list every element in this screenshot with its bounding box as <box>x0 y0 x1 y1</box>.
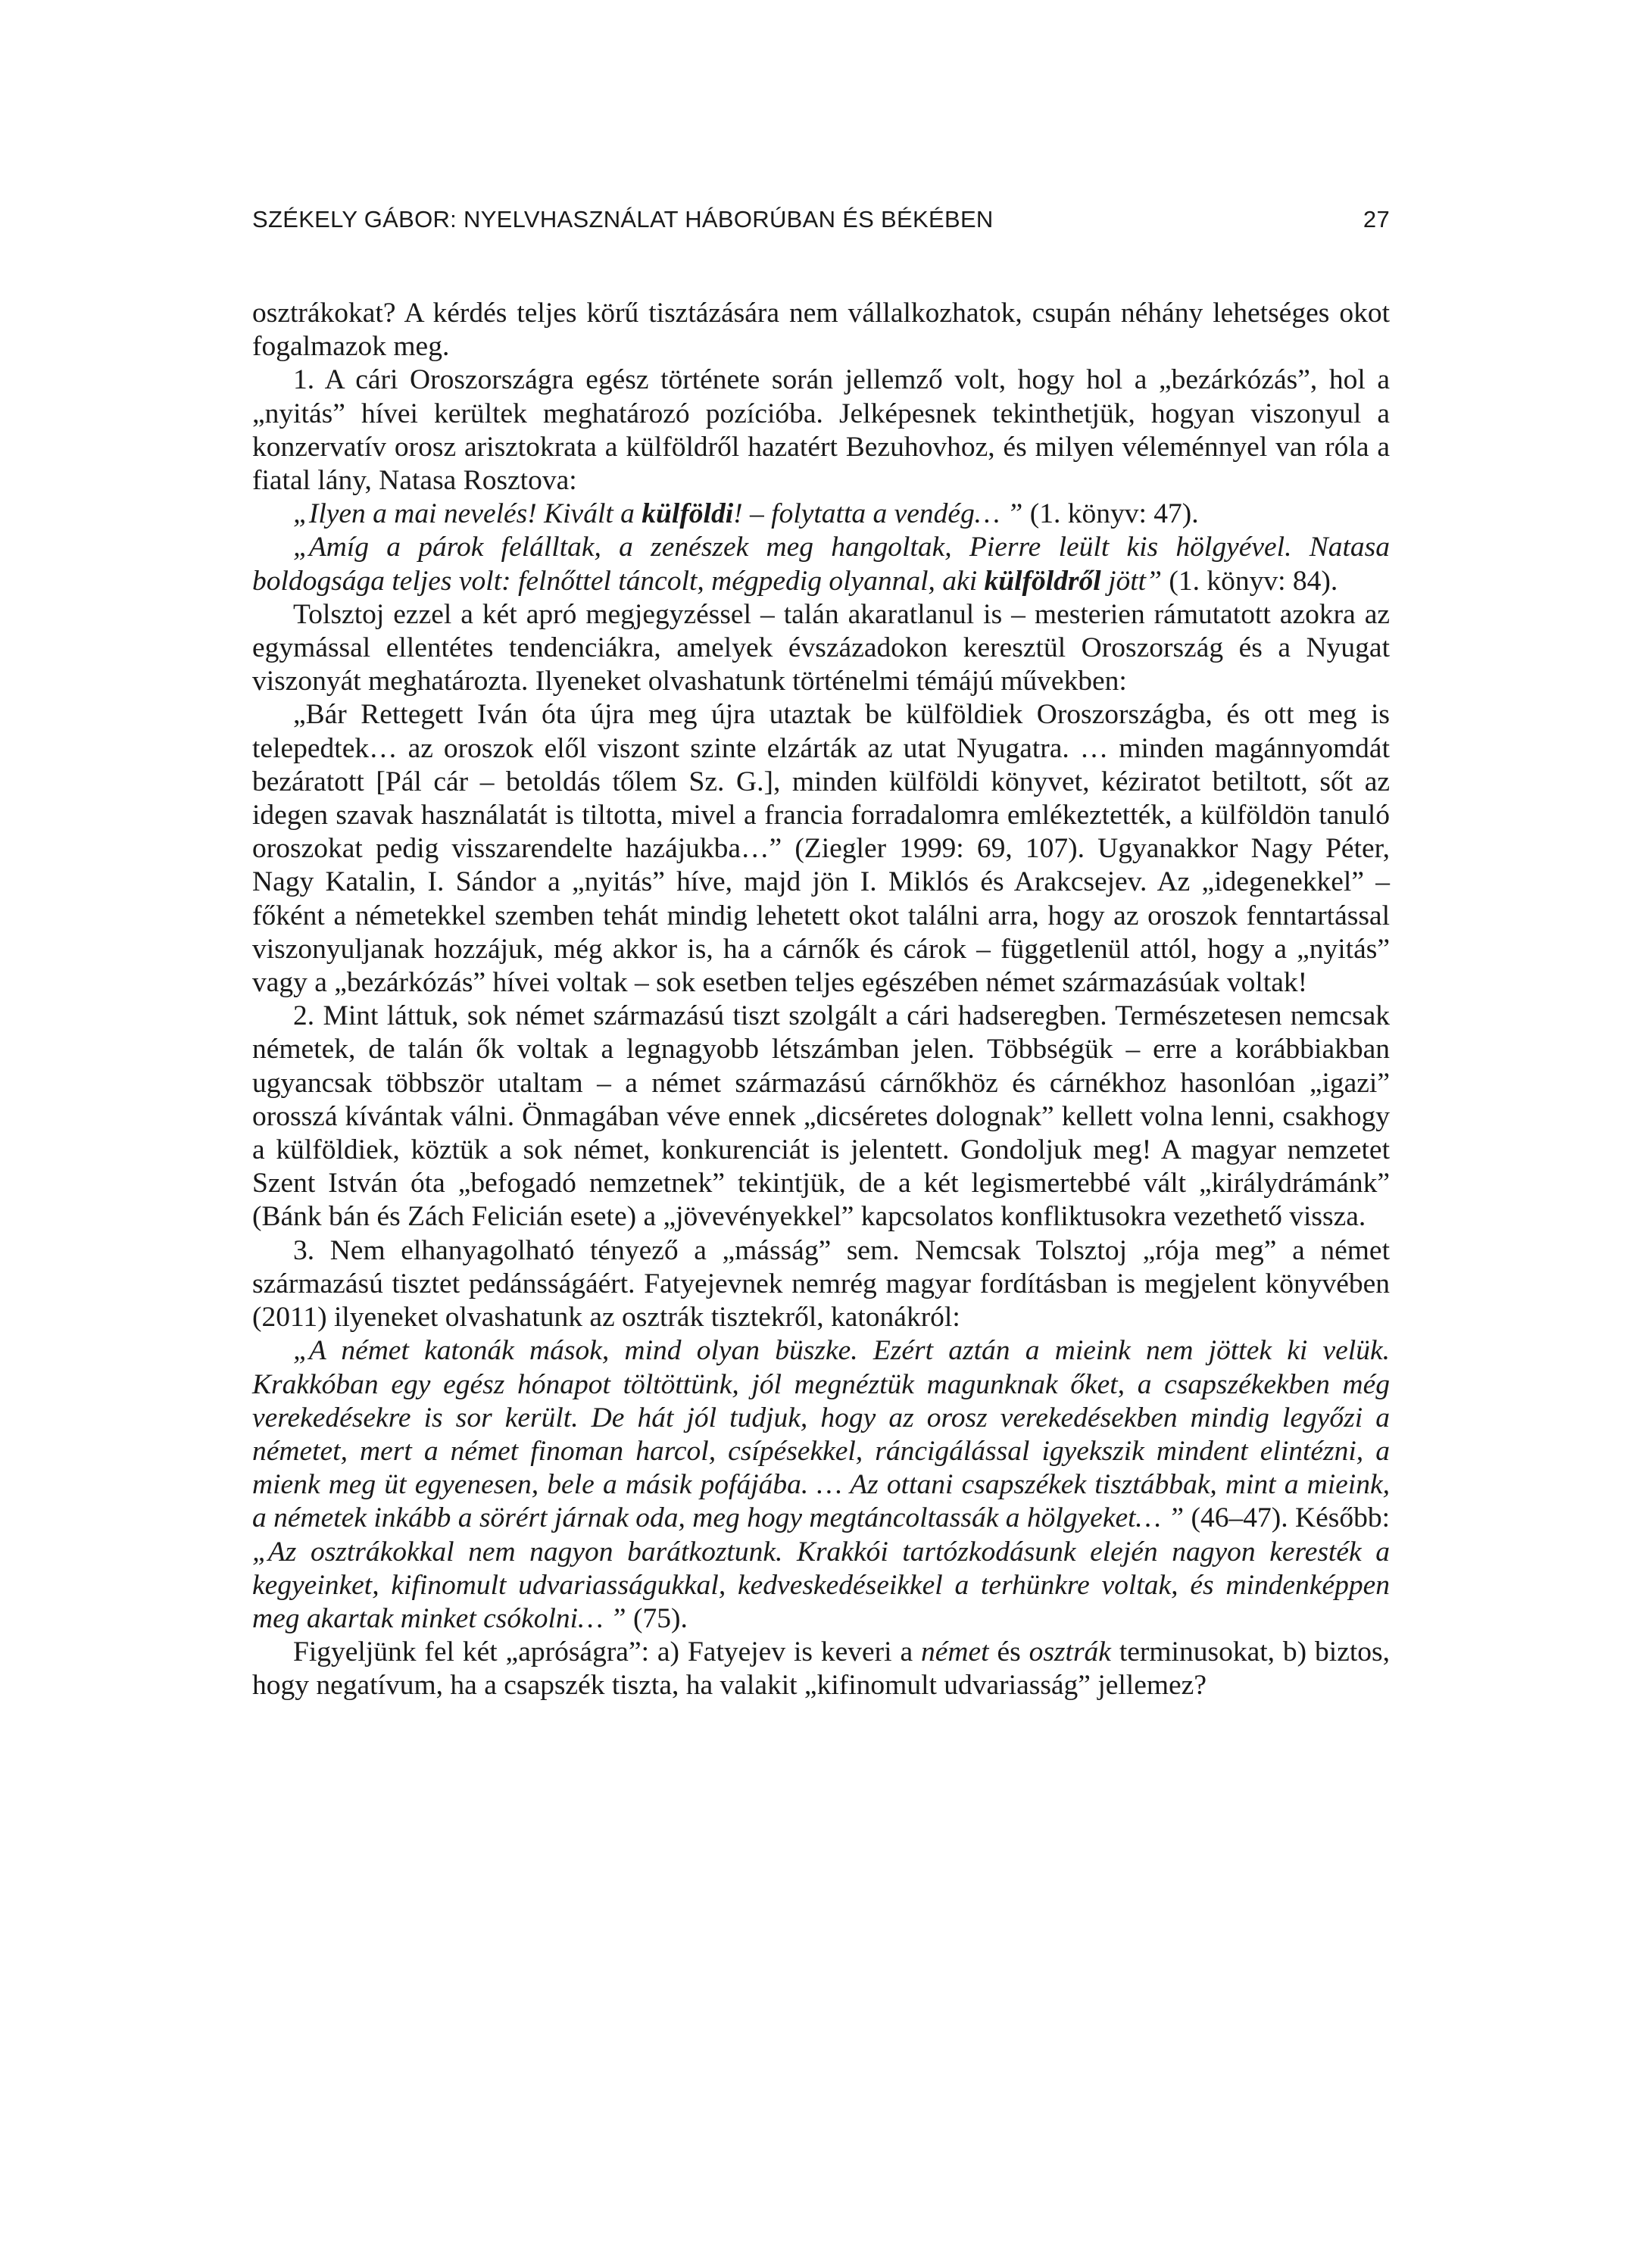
paragraph-ziegler-quote: „Bár Rettegett Iván óta újra meg újra utaztak be külföldiek Oroszországba, és ott meg is telepedtek… az oroszok elől viszont szinte elzárták az utat Nyugatra. … minden magánnyomdát bezáratott [Pál cár – betoldás tőlem Sz. G.], minden külföldi könyvet, kéziratot betiltott, sőt az idegen szavak használatát is tiltotta, mivel a francia forradalomra emlékeztették, a külföldön tanuló oroszokat pedig visszarendelte hazájukba…” (Ziegler 1999: 69, 107). Ugyanakkor Nagy Péter, Nagy Katalin, I. Sándor a „nyitás” híve, majd jön I. Miklós és Arakcsejev. Az „idegenekkel” – főként a németekkel szemben tehát mindig lehetett okot találni arra, hogy az oroszok fenntartással viszonyuljanak hozzájuk, még akkor is, ha a cárnők és cárok – függetlenül attól, hogy a „nyitás” vagy a „bezárkózás” hívei voltak – sok esetben teljes egészében német származásúak voltak! <box>252 699 1390 999</box>
paragraph-point-3: 3. Nem elhanyagolható tényező a „másság” sem. Nemcsak Tolsztoj „rója meg” a német származású tisztet pedánsságáért. Fatyejevnek nemrég magyar fordításban is megjelent könyvében (2011) ilyeneket olvashatunk az osztrák tisztekről, katonákról: <box>252 1234 1390 1334</box>
term-nemet: német <box>921 1636 989 1668</box>
quote-part: „Amíg a párok felálltak, a zenészek meg hangoltak, Pierre leült kis hölgyével. Natasa boldogsága teljes volt: felnőttel táncolt, mégpedig olyannal, aki <box>252 532 1390 597</box>
quote-emphasis: külföldi <box>642 498 734 530</box>
paragraph-conclusion <box>252 1636 1390 1702</box>
quote-part: jött” <box>1100 565 1162 597</box>
paragraph-tolstoy-commentary: Tolsztoj ezzel a két apró megjegyzéssel – talán akaratlanul is – mesterien rámutatott azokra az egymással ellentétes tendenciákra, amelyek évszázadokon keresztül Oroszország és a Nyugat viszonyát meghatározta. Ilyeneket olvashatunk történelmi témájú művekben: <box>252 598 1390 697</box>
page-number: 27 <box>1363 206 1390 232</box>
running-title: SZÉKELY GÁBOR: NYELVHASZNÁLAT HÁBORÚBAN ÉS BÉKÉBEN <box>252 206 994 232</box>
quote-citation: (46–47). Később: <box>1184 1502 1390 1534</box>
paragraph-point-2: 2. Mint láttuk, sok német származású tiszt szolgált a cári hadseregben. Természetesen nemcsak németek, de talán ők voltak a legnagyobb létszámban jelen. Többségük – erre a korábbiakban ugyancsak többször utaltam – a német származású cárnőkhöz és cárnékhoz hasonlóan „igazi” orosszá kívántak válni. Önmagában véve ennek „dicséretes dolognak” kellett volna lenni, csakhogy a külföldiek, köztük a sok német, konkurenciát is jelentett. Gondoljuk meg! A magyar nemzetet Szent István óta „befogadó nemzetnek” tekintjük, de a két legismertebbé vált „királydrámánk” (Bánk bán és Zách Felicián esete) a „jövevényekkel” kapcsolatos konfliktusokra vezethető vissza. <box>252 1000 1390 1233</box>
quote-part: „Ilyen a mai nevelés! Kivált a <box>293 498 642 530</box>
quote-text <box>293 498 1022 529</box>
quote-text: „Az osztrákokkal nem nagyon barátkoztunk. Krakkói tartózkodásunk elején nagyon keresték a kegyeinket, kifinomult udvariasságukkal, kedveskedéseikkel a terhünkre voltak, és mindenképpen meg akartak minket csókolni… ” <box>252 1536 1390 1634</box>
quote-tolstoy-2 <box>252 531 1390 597</box>
paragraph-point-1: 1. A cári Oroszországra egész története során jellemző volt, hogy hol a „bezárkózás”, hol a „nyitás” hívei kerültek meghatározó pozícióba. Jelképesnek tekinthetjük, hogyan viszonyul a konzervatív orosz arisztokrata a külföldről hazatért Bezuhovhoz, és milyen véleménnyel van róla a fiatal lány, Natasa Rosztova: <box>252 364 1390 497</box>
quote-citation: (75). <box>626 1602 688 1634</box>
quote-part: ! – folytatta a vendég… ” <box>733 498 1023 530</box>
quote-text: „A német katonák mások, mind olyan büszke. Ezért aztán a mieink nem jöttek ki velük. Krakkóban egy egész hónapot töltöttünk, jól megnéztük magunknak őket, a csapszékekben még verekedésekre is sor került. De hát jól tudjuk, hogy az orosz verekedésekben mindig legyőzi a németet, mert a német finoman harcol, csípésekkel, ráncigálással igyekszik mindent elintézni, a mienk meg üt egyenesen, bele a másik pofájába. … Az ottani csapszékek tisztábbak, mint a mieink, a németek inkább a sörért járnak oda, meg hogy megtáncoltassák a hölgyeket… ” <box>252 1335 1390 1534</box>
term-osztrak: osztrák <box>1029 1636 1111 1668</box>
quote-tolstoy-1 <box>252 498 1390 531</box>
running-head <box>252 206 1390 233</box>
text-part: terminusokat, b) biztos, hogy negatívum, ha a csapszék tiszta, ha valakit „kifinomult udvariasság” jellemez? <box>252 1636 1390 1702</box>
text-part: Figyeljünk fel két „apróságra”: a) Fatyejev is keveri a <box>293 1636 922 1668</box>
text-part: és <box>988 1636 1029 1668</box>
quote-fatyejev <box>252 1334 1390 1636</box>
paragraph-continuation: osztrákokat? A kérdés teljes körű tisztázására nem vállalkozhatok, csupán néhány lehetséges okot fogalmazok meg. <box>252 298 1390 363</box>
body-text <box>252 297 1390 1703</box>
quote-emphasis: külföldről <box>984 565 1101 597</box>
quote-citation: (1. könyv: 47). <box>1022 498 1199 530</box>
quote-citation: (1. könyv: 84). <box>1161 565 1338 597</box>
